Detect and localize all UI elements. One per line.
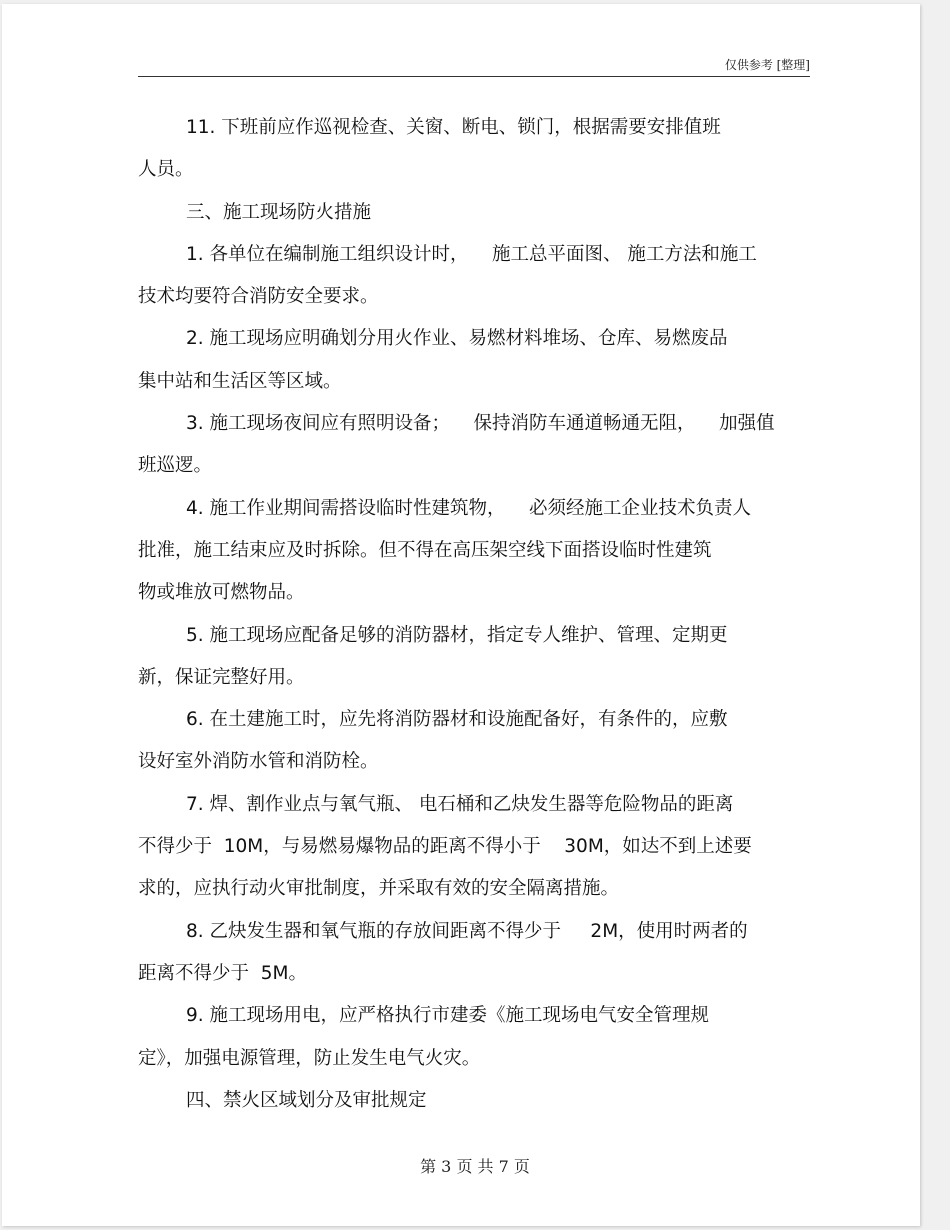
document-body: [138, 107, 810, 1122]
paragraph-first-line: 1. 各单位在编制施工组织设计时， 施工总平面图、 施工方法和施工: [186, 243, 757, 265]
paragraph-line: 设好室外消防水管和消防栓。: [138, 751, 379, 773]
paragraph-line: 物或堆放可燃物品。: [138, 582, 305, 604]
paragraph-line: 班巡逻。: [138, 455, 213, 477]
paragraph-first-line: 11. 下班前应作巡视检查、关窗、断电、锁门，根据需要安排值班: [186, 117, 721, 138]
paragraph-line: 技术均要符合消防安全要求。: [138, 286, 379, 308]
page-footer: 第 3 页 共 7 页: [420, 1157, 530, 1176]
paragraph-line: 批准，施工结束应及时拆除。但不得在高压架空线下面搭设临时性建筑: [138, 539, 712, 561]
paragraph-line: 人员。: [138, 159, 194, 181]
header-divider: [138, 76, 810, 77]
paragraph-first-line: 三、施工现场防火措施: [186, 201, 372, 223]
paragraph-first-line: 5. 施工现场应配备足够的消防器材，指定专人维护、管理、定期更: [186, 624, 728, 646]
paragraph-line: 定》，加强电源管理，防止发生电气火灾。: [138, 1047, 481, 1069]
paragraph-first-line: 3. 施工现场夜间应有照明设备； 保持消防车通道畅通无阻， 加强值: [186, 413, 775, 435]
paragraph-first-line: 四、禁火区域划分及审批规定: [186, 1089, 427, 1111]
paragraph-first-line: 2. 施工现场应明确划分用火作业、易燃材料堆场、仓库、易燃废品: [186, 328, 728, 350]
paragraph-line: 集中站和生活区等区域。: [138, 370, 342, 392]
paragraph-line: 不得少于 10M，与易燃易爆物品的距离不得小于 30M，如达不到上述要: [138, 836, 752, 858]
paragraph-first-line: 6. 在土建施工时，应先将消防器材和设施配备好，有条件的，应敷: [186, 709, 728, 731]
page-header: 仅供参考 [整理]: [724, 58, 810, 72]
paragraph-first-line: 9. 施工现场用电，应严格执行市建委《施工现场电气安全管理规: [186, 1005, 710, 1027]
paragraph-line: 求的，应执行动火审批制度，并采取有效的安全隔离措施。: [138, 878, 620, 900]
paragraph-line: 距离不得少于 5M。: [138, 962, 307, 984]
paragraph-line: 新，保证完整好用。: [138, 666, 305, 688]
paragraph-first-line: 4. 施工作业期间需搭设临时性建筑物， 必须经施工企业技术负责人: [186, 497, 752, 519]
paragraph-first-line: 8. 乙炔发生器和氧气瓶的存放间距离不得少于 2M，使用时两者的: [186, 920, 748, 942]
paragraph-first-line: 7. 焊、割作业点与氧气瓶、 电石桶和乙炔发生器等危险物品的距离: [186, 793, 734, 815]
